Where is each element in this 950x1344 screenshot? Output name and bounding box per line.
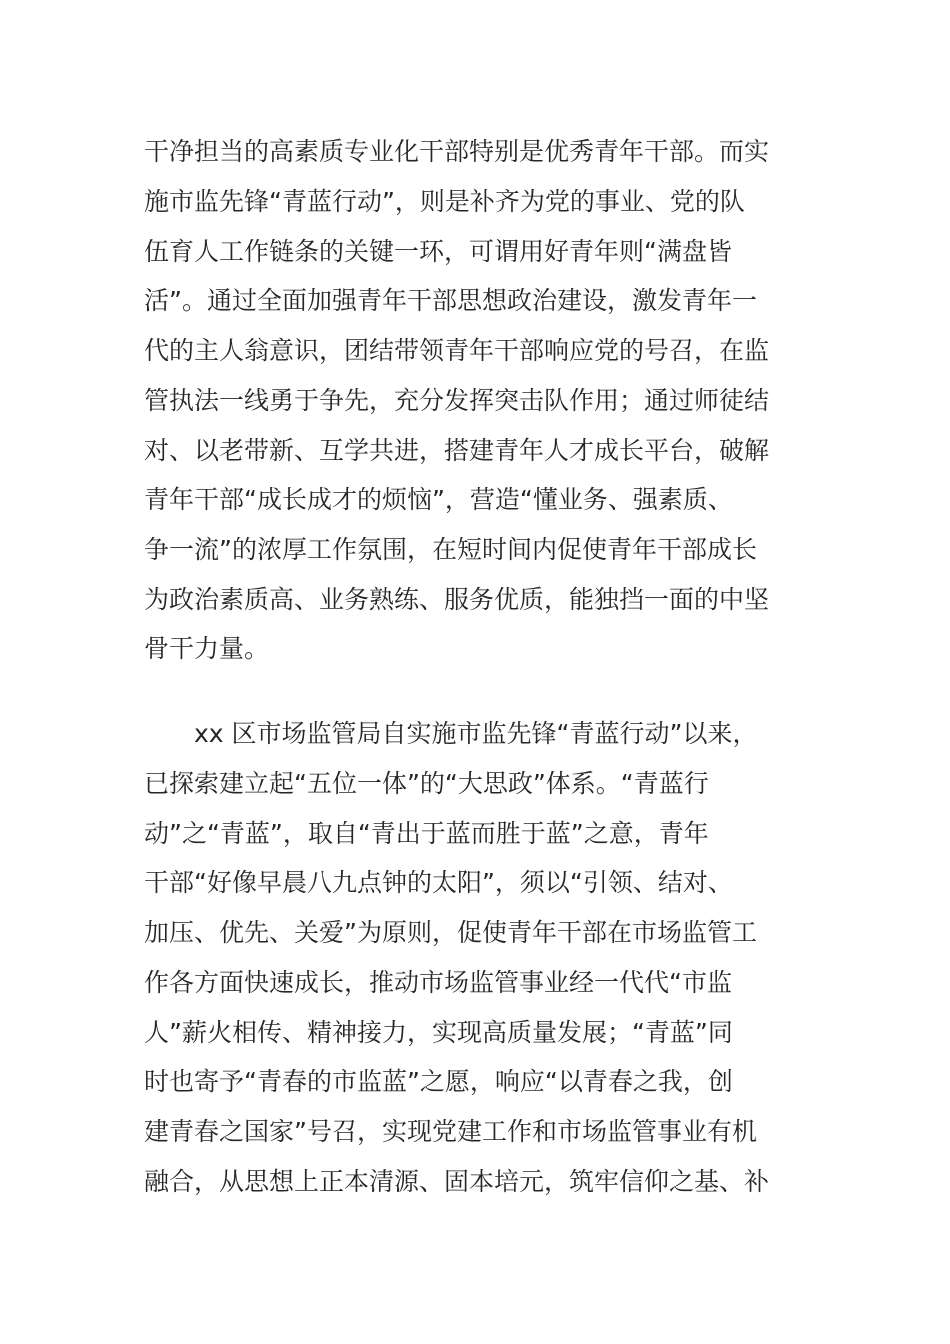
text-line: 争一流”的浓厚工作氛围，在短时间内促使青年干部成长 (144, 535, 757, 564)
text-line: 代的主人翁意识，团结带领青年干部响应党的号召，在监 (144, 336, 770, 365)
text-line: 干净担当的高素质专业化干部特别是优秀青年干部。而实 (144, 137, 770, 166)
text-line: 已探索建立起“五位一体”的“大思政”体系。“青蓝行 (144, 769, 709, 798)
text-line: 融合，从思想上正本清源、固本培元，筑牢信仰之基、补 (144, 1167, 770, 1196)
text-line: 活”。通过全面加强青年干部思想政治建设，激发青年一 (144, 286, 757, 315)
text-line: 为政治素质高、业务熟练、服务优质，能独挡一面的中坚 (144, 585, 770, 614)
text-line: 伍育人工作链条的关键一环，可谓用好青年则“满盘皆 (144, 237, 732, 266)
text-line: 加压、优先、关爱”为原则，促使青年干部在市场监管工 (144, 918, 757, 947)
text-line: 人”薪火相传、精神接力，实现高质量发展；“青蓝”同 (144, 1018, 733, 1047)
text-line-indented: xx 区市场监管局自实施市监先锋“青蓝行动”以来， (194, 719, 758, 748)
text-line: 时也寄予“青春的市监蓝”之愿，响应“以青春之我，创 (144, 1067, 733, 1096)
text-line: 作各方面快速成长，推动市场监管事业经一代代“市监 (144, 968, 732, 997)
text-line: 青年干部“成长成才的烦恼”，营造“懂业务、强素质、 (144, 485, 733, 514)
text-line: 施市监先锋“青蓝行动”，则是补齐为党的事业、党的队 (144, 187, 745, 216)
text-line: 管执法一线勇于争先，充分发挥突击队作用；通过师徒结 (144, 386, 770, 415)
text-line: 对、以老带新、互学共进，搭建青年人才成长平台，破解 (144, 436, 770, 465)
text-line: 干部“好像早晨八九点钟的太阳”，须以“引领、结对、 (144, 868, 733, 897)
text-line: 动”之“青蓝”，取自“青出于蓝而胜于蓝”之意，青年 (144, 819, 709, 848)
text-line: 建青春之国家”号召，实现党建工作和市场监管事业有机 (144, 1117, 757, 1146)
text-line: 骨干力量。 (144, 634, 270, 663)
